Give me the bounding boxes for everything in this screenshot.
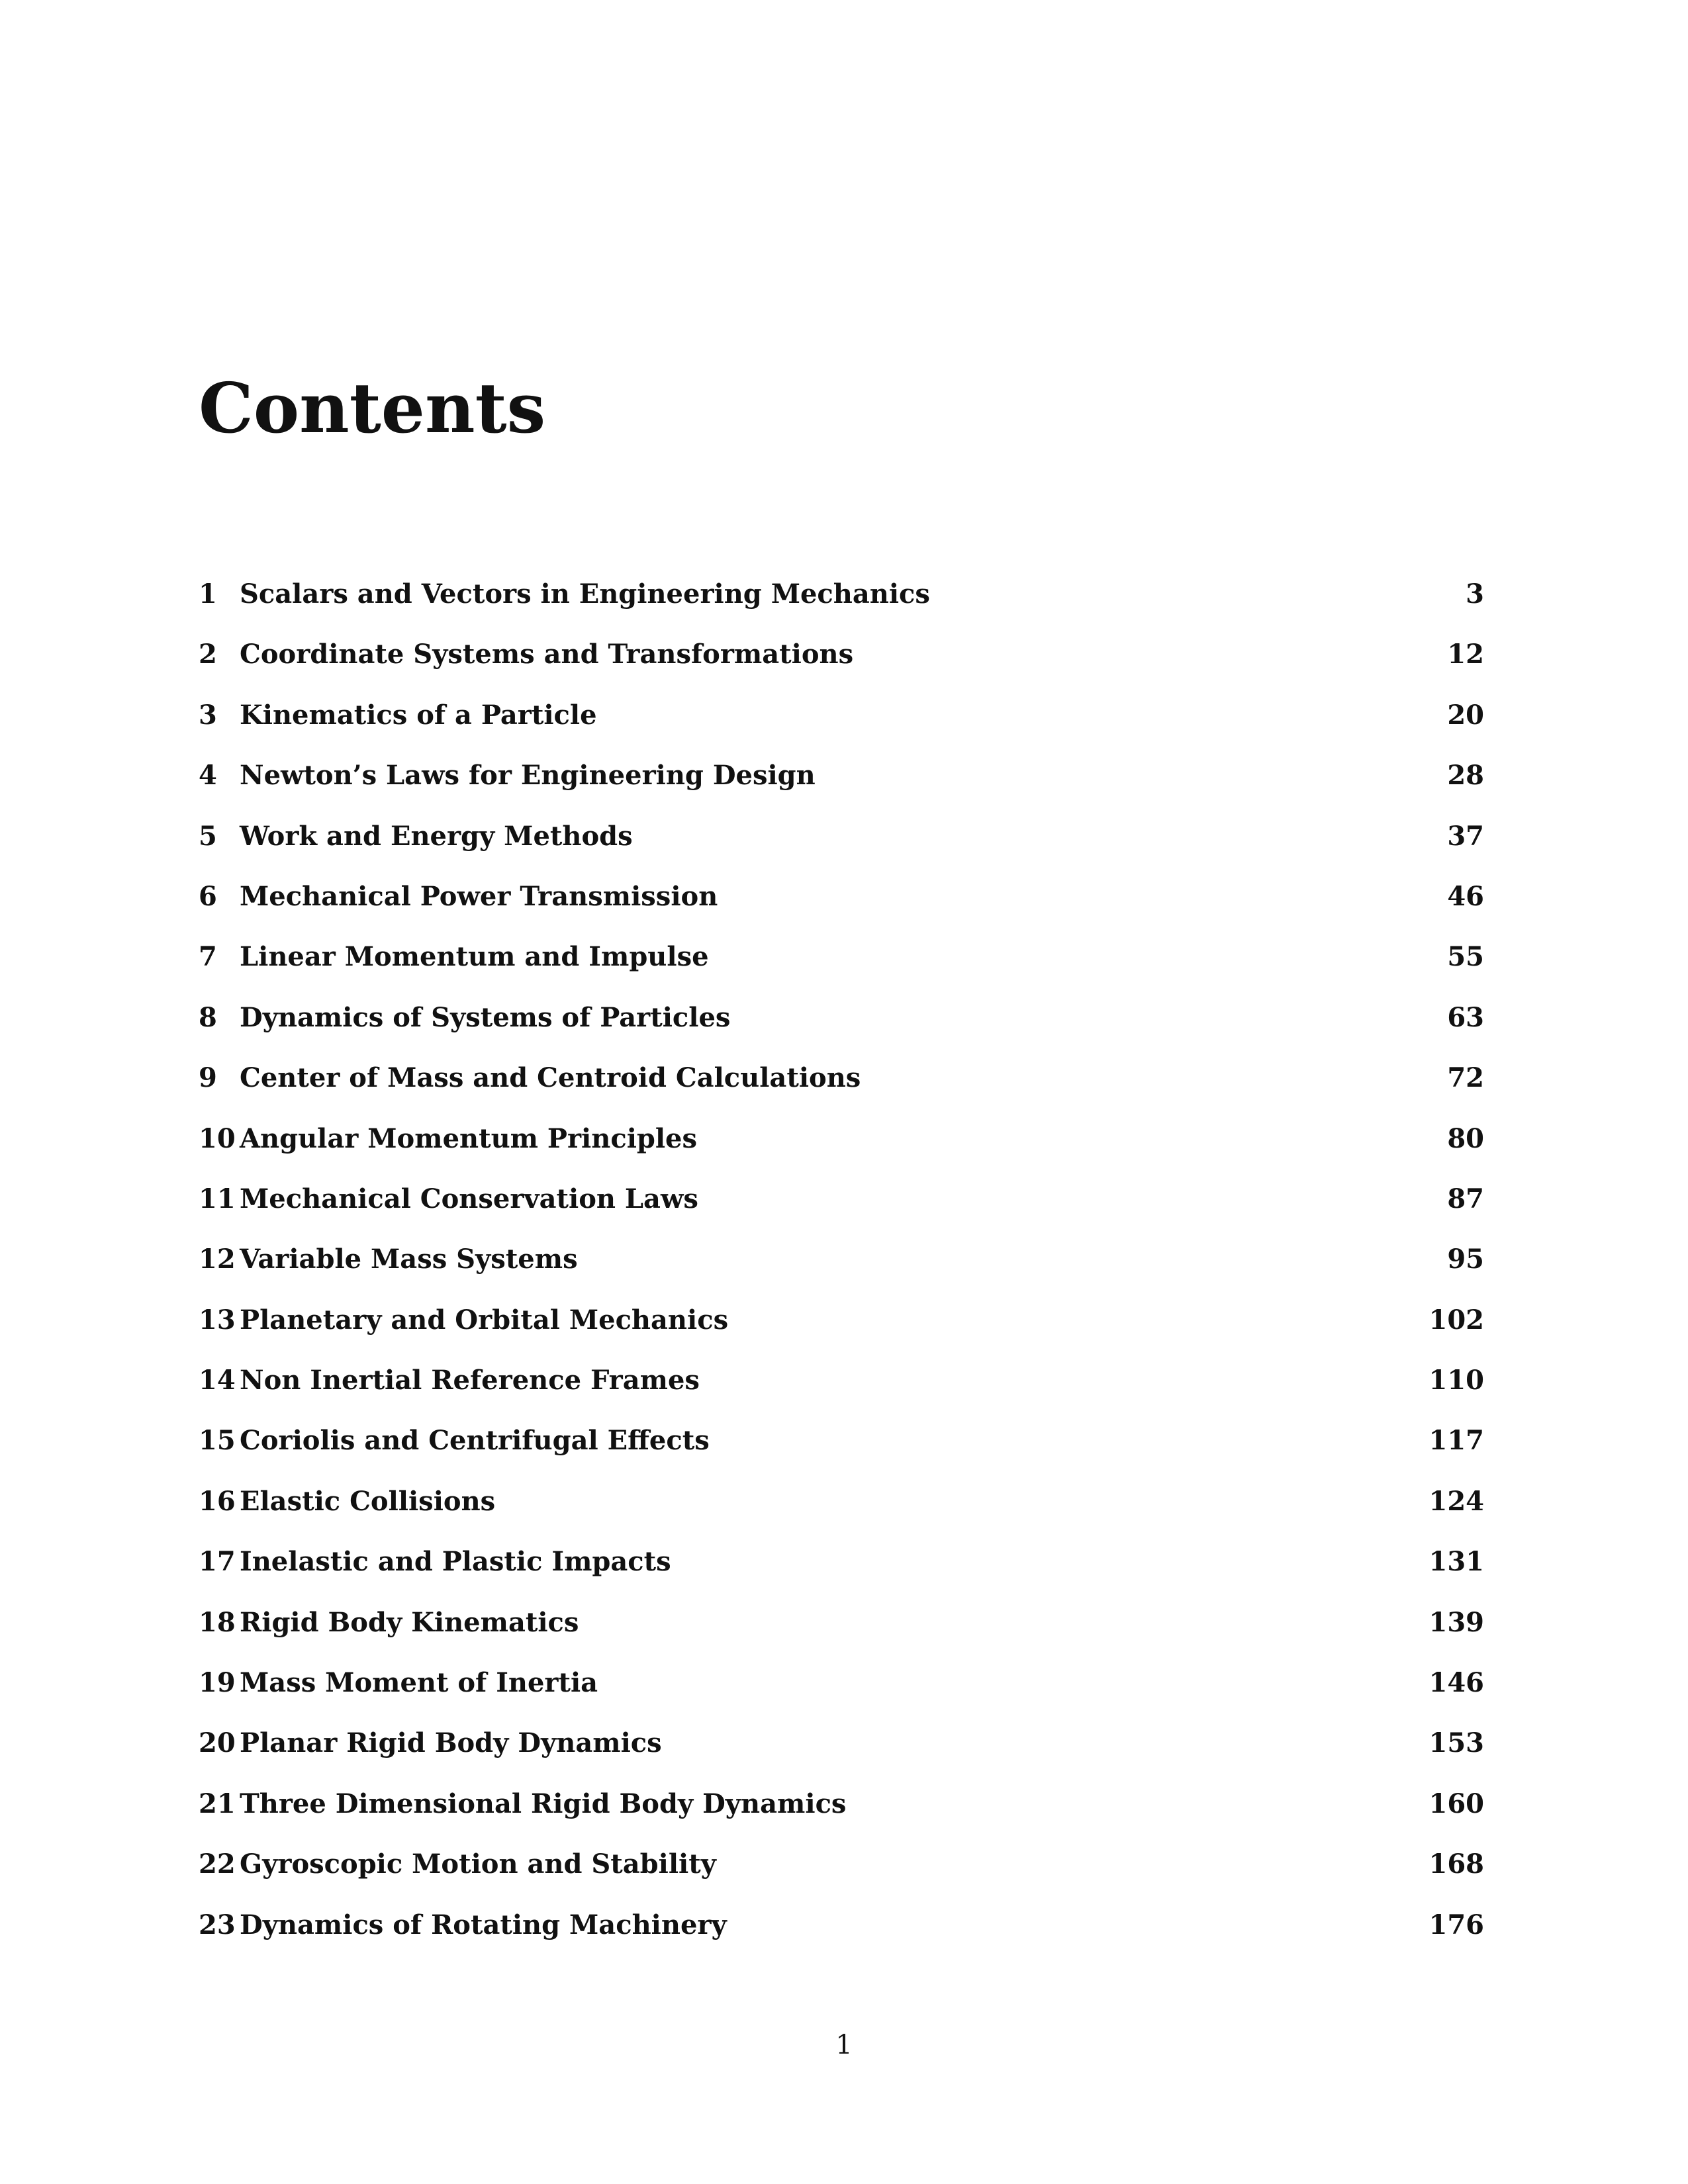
- chapter-title: Coordinate Systems and Transformations: [240, 639, 854, 670]
- toc-entry[interactable]: [199, 1361, 1484, 1421]
- chapter-page: 87: [1447, 1183, 1484, 1214]
- chapter-page: 176: [1429, 1909, 1484, 1940]
- toc-entry[interactable]: [199, 1482, 1484, 1542]
- chapter-title: Angular Momentum Principles: [240, 1122, 698, 1154]
- page-title: Contents: [199, 367, 546, 449]
- toc-entry[interactable]: [199, 1844, 1484, 1905]
- chapter-number: 23: [199, 1909, 236, 1940]
- toc-entry[interactable]: [199, 1663, 1484, 1723]
- chapter-title: Elastic Collisions: [240, 1485, 496, 1517]
- chapter-page: 117: [1429, 1425, 1484, 1457]
- chapter-title: Linear Momentum and Impulse: [240, 941, 709, 973]
- chapter-page: 124: [1429, 1485, 1484, 1517]
- table-of-contents: [199, 574, 1484, 1966]
- chapter-number: 11: [199, 1183, 236, 1214]
- chapter-title: Mechanical Conservation Laws: [240, 1183, 698, 1214]
- toc-entry[interactable]: [199, 1723, 1484, 1784]
- toc-entry[interactable]: [199, 877, 1484, 937]
- toc-entry[interactable]: [199, 998, 1484, 1058]
- chapter-number: 17: [199, 1546, 236, 1578]
- chapter-page: 55: [1447, 941, 1484, 973]
- chapter-number: 20: [199, 1727, 236, 1759]
- chapter-number: 18: [199, 1606, 236, 1638]
- toc-entry[interactable]: [199, 1542, 1484, 1602]
- chapter-number: 6: [199, 880, 217, 912]
- chapter-page: 95: [1447, 1244, 1484, 1275]
- chapter-number: 10: [199, 1122, 236, 1154]
- toc-entry[interactable]: [199, 635, 1484, 695]
- toc-entry[interactable]: [199, 817, 1484, 877]
- page-number: 1: [835, 2030, 853, 2060]
- chapter-number: 22: [199, 1848, 236, 1880]
- toc-entry[interactable]: [199, 1905, 1484, 1966]
- chapter-page: 80: [1447, 1122, 1484, 1154]
- chapter-number: 3: [199, 699, 217, 731]
- toc-entry[interactable]: [199, 574, 1484, 635]
- chapter-title: Mass Moment of Inertia: [240, 1667, 598, 1699]
- chapter-title: Kinematics of a Particle: [240, 699, 597, 731]
- chapter-title: Planetary and Orbital Mechanics: [240, 1304, 729, 1336]
- chapter-title: Three Dimensional Rigid Body Dynamics: [240, 1788, 847, 1819]
- toc-entry[interactable]: [199, 1784, 1484, 1844]
- chapter-number: 9: [199, 1062, 217, 1094]
- chapter-number: 2: [199, 639, 217, 670]
- chapter-title: Dynamics of Rotating Machinery: [240, 1909, 727, 1940]
- chapter-page: 12: [1447, 639, 1484, 670]
- chapter-page: 20: [1447, 699, 1484, 731]
- chapter-title: Gyroscopic Motion and Stability: [240, 1848, 716, 1880]
- toc-entry[interactable]: [199, 1179, 1484, 1240]
- chapter-page: 72: [1447, 1062, 1484, 1094]
- toc-entry[interactable]: [199, 696, 1484, 756]
- chapter-page: 160: [1429, 1788, 1484, 1819]
- chapter-number: 19: [199, 1667, 236, 1699]
- chapter-number: 21: [199, 1788, 236, 1819]
- chapter-title: Mechanical Power Transmission: [240, 880, 718, 912]
- chapter-title: Non Inertial Reference Frames: [240, 1365, 700, 1396]
- chapter-number: 8: [199, 1001, 217, 1033]
- chapter-number: 1: [199, 578, 217, 610]
- toc-entry[interactable]: [199, 937, 1484, 997]
- chapter-page: 146: [1429, 1667, 1484, 1699]
- chapter-number: 14: [199, 1365, 236, 1396]
- toc-entry[interactable]: [199, 1240, 1484, 1300]
- toc-entry[interactable]: [199, 1058, 1484, 1118]
- chapter-title: Center of Mass and Centroid Calculations: [240, 1062, 861, 1094]
- chapter-page: 153: [1429, 1727, 1484, 1759]
- chapter-page: 46: [1447, 880, 1484, 912]
- chapter-title: Work and Energy Methods: [240, 820, 633, 852]
- toc-entry[interactable]: [199, 1603, 1484, 1663]
- chapter-title: Inelastic and Plastic Impacts: [240, 1546, 671, 1578]
- chapter-number: 5: [199, 820, 217, 852]
- chapter-title: Dynamics of Systems of Particles: [240, 1001, 731, 1033]
- chapter-page: 102: [1429, 1304, 1484, 1336]
- chapter-number: 4: [199, 760, 217, 792]
- chapter-page: 168: [1429, 1848, 1484, 1880]
- chapter-number: 13: [199, 1304, 236, 1336]
- chapter-page: 139: [1429, 1606, 1484, 1638]
- chapter-page: 110: [1429, 1365, 1484, 1396]
- toc-entry[interactable]: [199, 1119, 1484, 1179]
- chapter-title: Scalars and Vectors in Engineering Mechanics: [240, 578, 930, 610]
- chapter-title: Newton’s Laws for Engineering Design: [240, 760, 816, 792]
- chapter-title: Variable Mass Systems: [240, 1244, 578, 1275]
- chapter-title: Coriolis and Centrifugal Effects: [240, 1425, 710, 1457]
- chapter-number: 7: [199, 941, 217, 973]
- chapter-page: 37: [1447, 820, 1484, 852]
- toc-entry[interactable]: [199, 1421, 1484, 1481]
- toc-entry[interactable]: [199, 756, 1484, 816]
- chapter-number: 12: [199, 1244, 236, 1275]
- chapter-number: 15: [199, 1425, 236, 1457]
- chapter-page: 63: [1447, 1001, 1484, 1033]
- chapter-number: 16: [199, 1485, 236, 1517]
- chapter-page: 131: [1429, 1546, 1484, 1578]
- chapter-page: 3: [1466, 578, 1484, 610]
- chapter-title: Rigid Body Kinematics: [240, 1606, 579, 1638]
- chapter-page: 28: [1447, 760, 1484, 792]
- toc-entry[interactable]: [199, 1300, 1484, 1361]
- chapter-title: Planar Rigid Body Dynamics: [240, 1727, 662, 1759]
